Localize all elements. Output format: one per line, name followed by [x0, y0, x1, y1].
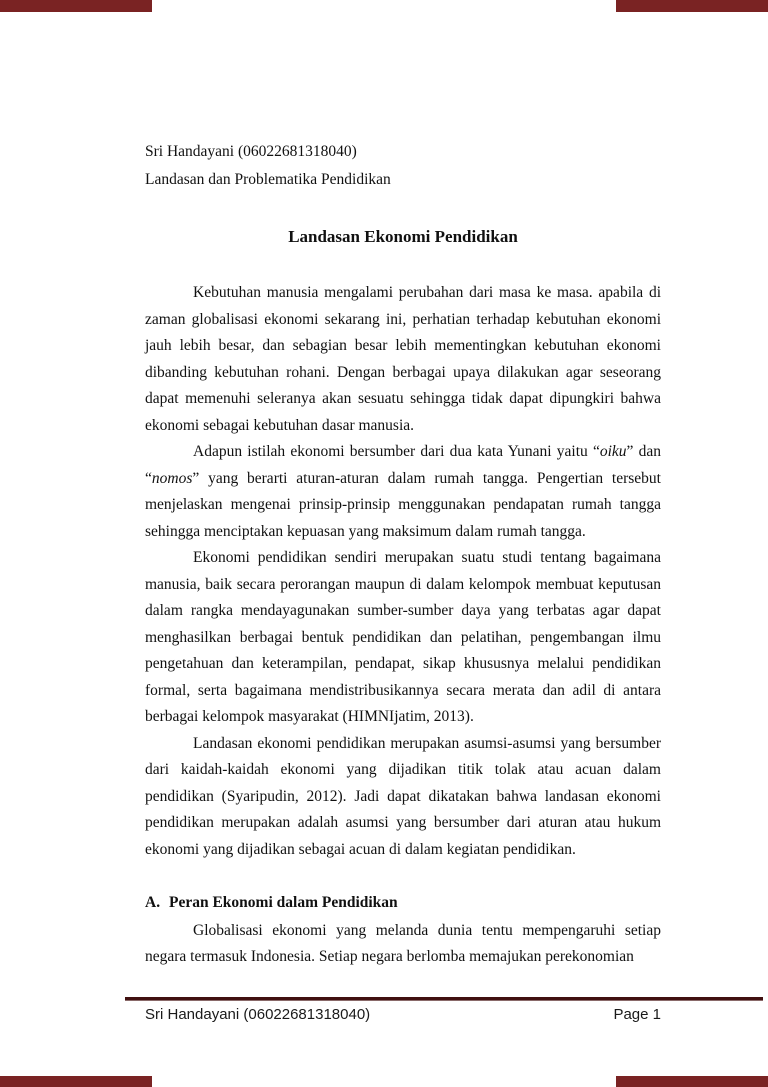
page-title: Landasan Ekonomi Pendidikan	[288, 227, 518, 246]
paragraph-etymology	[145, 439, 661, 545]
section-a-label: A.	[145, 894, 161, 911]
section-a-heading	[145, 890, 661, 917]
course-line: Landasan dan Problematika Pendidikan	[145, 171, 391, 188]
corner-bar-bottom-right	[616, 1076, 768, 1087]
paragraph-globalization: Globalisasi ekonomi yang melanda dunia tentu mempengaruhi setiap negara termasuk Indonesia. Setiap negara berlomba memajukan perekonomian	[145, 921, 661, 965]
text-segment-italic-oiku: oiku	[599, 443, 627, 460]
corner-bar-top-left	[0, 0, 152, 12]
text-segment: ” yang berarti aturan-aturan dalam rumah tangga. Pengertian tersebut menjelaskan mengenai prinsip-prinsip menggunakan pendapatan rumah tangga sehingga menciptakan kepuasan yang maksimum dalam rumah tangga.	[145, 469, 661, 540]
footer-page-number: Page 1	[613, 1006, 661, 1023]
paragraph-needs: Kebutuhan manusia mengalami perubahan dari masa ke masa. apabila di zaman globalisasi ekonomi sekarang ini, perhatian terhadap kebutuhan ekonomi jauh lebih besar, dan sebagian besar lebih mementingkan kebutuhan ekonomi dibanding kebutuhan rohani. Dengan berbagai upaya dilakukan agar seseorang dapat memenuhi seleranya akan sesuatu sehingga tidak dapat dipungkiri bahwa ekonomi sebagai kebutuhan dasar manusia.	[145, 284, 661, 434]
paragraph-economics-of-education: Ekonomi pendidikan sendiri merupakan suatu studi tentang bagaimana manusia, baik secara perorangan maupun di dalam kelompok membuat keputusan dalam rangka mendayagunakan sumber-sumber daya yang terbatas agar dapat menghasilkan berbagai bentuk pendidikan dan pelatihan, pengembangan ilmu pengetahuan dan keterampilan, pendapat, sikap khususnya melalui pendidikan formal, serta bagaimana mendistribusikannya secara merata dan adil di antara berbagai kelompok masyarakat (HIMNIjatim, 2013).	[145, 549, 661, 725]
corner-bar-bottom-left	[0, 1076, 152, 1087]
footer-separator-line	[125, 997, 763, 1001]
footer-author: Sri Handayani (06022681318040)	[145, 1006, 371, 1023]
author-line: Sri Handayani (06022681318040)	[145, 143, 357, 160]
page-content	[145, 138, 661, 971]
page-footer	[145, 1006, 661, 1023]
section-a-title: Peran Ekonomi dalam Pendidikan	[169, 894, 398, 911]
corner-bar-top-right	[616, 0, 768, 12]
text-segment: ” dan “	[145, 443, 661, 487]
text-segment: Adapun istilah ekonomi bersumber dari dua kata Yunani yaitu “	[193, 443, 600, 460]
paragraph-foundation: Landasan ekonomi pendidikan merupakan asumsi-asumsi yang bersumber dari kaidah-kaidah ekonomi yang dijadikan titik tolak atau acuan dalam pendidikan (Syaripudin, 2012). Jadi dapat dikatakan bahwa landasan ekonomi pendidikan merupakan adalah asumsi yang bersumber dari aturan atau hukum ekonomi yang dijadikan sebagai acuan di dalam kegiatan pendidikan.	[145, 734, 661, 858]
text-segment-italic-nomos: nomos	[151, 469, 193, 487]
